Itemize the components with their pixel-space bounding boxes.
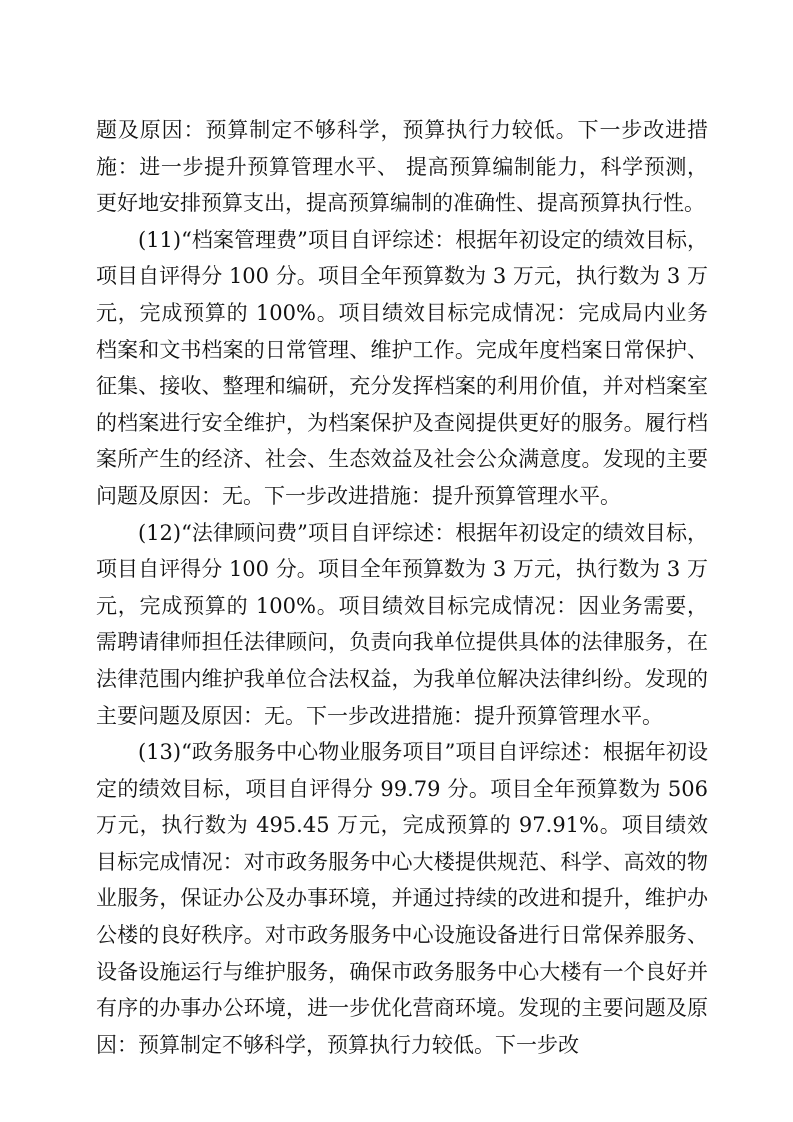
document-body (96, 112, 708, 1063)
paragraph-continuation: 题及原因：预算制定不够科学，预算执行力较低。下一步改进措施：进一步提升预算管理水平、 提高预算编制能力，科学预测，更好地安排预算支出，提高预算编制的准确性、提高预算执行性。 (96, 118, 708, 216)
paragraph-item-12: (12)“法律顾问费”项目自评综述：根据年初设定的绩效目标，项目自评得分 100 分。项目全年预算数为 3 万元，执行数为 3 万元，完成预算的 100%。项目绩效目标完成情况：因业务需要，需聘请律师担任法律顾问，负责向我单位提供具体的法律服务，在法律范围内维护我单位合法权益，为我单位解决法律纠纷。发现的主要问题及原因：无。下一步改进措施：提升预算管理水平。 (96, 520, 708, 728)
paragraph-item-13: (13)“政务服务中心物业服务项目”项目自评综述：根据年初设定的绩效目标，项目自评得分 99.79 分。项目全年预算数为 506 万元，执行数为 495.45 万元，完成预算的 97.91%。项目绩效目标完成情况：对市政务服务中心大楼提供规范、科学、高效的物业服务，保证办公及办事环境，并通过持续的改进和提升，维护办公楼的良好秩序。对市政务服务中心设施设备进行日常保养服务、设备设施运行与维护服务，确保市政务服务中心大楼有一个良好并有序的办事办公环境，进一步优化营商环境。发现的主要问题及原因：预算制定不够科学，预算执行力较低。下一步改 (96, 740, 708, 1057)
paragraph-item-11: (11)“档案管理费”项目自评综述：根据年初设定的绩效目标，项目自评得分 100 分。项目全年预算数为 3 万元，执行数为 3 万元，完成预算的 100%。项目绩效目标完成情况：完成局内业务档案和文书档案的日常管理、维护工作。完成年度档案日常保护、征集、接收、整理和编研，充分发挥档案的利用价值，并对档案室的档案进行安全维护，为档案保护及查阅提供更好的服务。履行档案所产生的经济、社会、生态效益及社会公众满意度。发现的主要问题及原因：无。下一步改进措施：提升预算管理水平。 (96, 227, 708, 508)
